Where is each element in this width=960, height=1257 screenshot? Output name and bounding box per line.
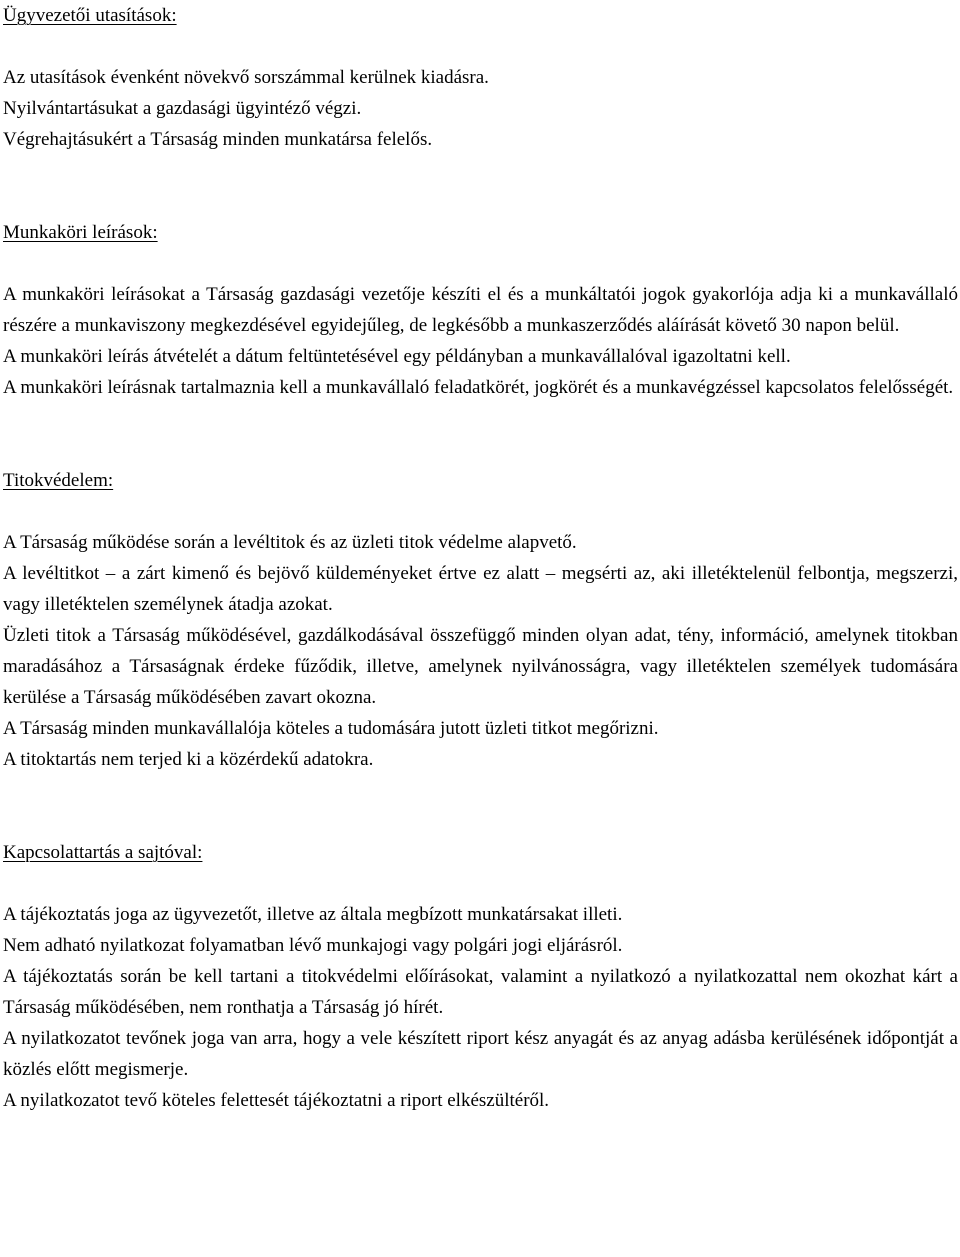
section-spacer xyxy=(3,775,958,837)
section-heading: Kapcsolattartás a sajtóval: xyxy=(3,842,203,863)
paragraph: A titoktartás nem terjed ki a közérdekű adatokra. xyxy=(3,749,374,770)
section-spacer xyxy=(3,403,958,465)
paragraph: A Társaság működése során a levéltitok és az üzleti titok védelme alapvető. xyxy=(3,532,577,553)
document-page xyxy=(3,0,958,1116)
paragraph: A nyilatkozatot tevő köteles felettesét tájékoztatni a riport elkészültéről. xyxy=(3,1090,550,1111)
paragraph: Az utasítások évenként növekvő sorszámmal kerülnek kiadásra. xyxy=(3,67,489,88)
paragraph: Nyilvántartásukat a gazdasági ügyintéző végzi. xyxy=(3,98,362,119)
paragraph: A tájékoztatás joga az ügyvezetőt, illetve az általa megbízott munkatársakat illeti. xyxy=(3,904,623,925)
paragraph: A Társaság minden munkavállalója köteles a tudomására jutott üzleti titkot megőrizni. xyxy=(3,718,659,739)
section-heading: Titokvédelem: xyxy=(3,470,114,491)
paragraph: A levéltitkot – a zárt kimenő és bejövő küldeményeket értve ez alatt – megsérti az, aki illetéktelenül felbontja, megszerzi, vagy illetéktelen személynek átadja azokat. xyxy=(3,563,958,615)
paragraph: A munkaköri leírásnak tartalmaznia kell a munkavállaló feladatkörét, jogkörét és a munkavégzéssel kapcsolatos felelősségét. xyxy=(3,377,954,398)
section-ugyvezetoi-utasitasok xyxy=(3,0,958,155)
paragraph: Üzleti titok a Társaság működésével, gazdálkodásával összefüggő minden olyan adat, tény, információ, amelynek titokban maradásához a Társaságnak érdeke fűződik, illetve, amelynek nyilvánosságra, vagy illetéktelen személyek tudomására kerülése a Társaság működésében zavart okozna. xyxy=(3,625,958,708)
section-titokvedelem xyxy=(3,465,958,775)
paragraph: A tájékoztatás során be kell tartani a titokvédelmi előírásokat, valamint a nyilatkozó a nyilatkozattal nem okozhat kárt a Társaság működésében, nem ronthatja a Társaság jó hírét. xyxy=(3,966,958,1018)
paragraph: Nem adható nyilatkozat folyamatban lévő munkajogi vagy polgári jogi eljárásról. xyxy=(3,935,623,956)
paragraph: A munkaköri leírásokat a Társaság gazdasági vezetője készíti el és a munkáltatói jogok gyakorlója adja ki a munkavállaló részére a munkaviszony megkezdésével egyidejűleg, de legkésőbb a munkaszerződés aláírását követő 30 napon belül. xyxy=(3,284,958,336)
paragraph: A nyilatkozatot tevőnek joga van arra, hogy a vele készített riport kész anyagát és az anyag adásba kerülésének időpontját a közlés előtt megismerje. xyxy=(3,1028,958,1080)
section-heading: Ügyvezetői utasítások: xyxy=(3,5,177,26)
section-munkakori-leirasok xyxy=(3,217,958,403)
paragraph: Végrehajtásukért a Társaság minden munkatársa felelős. xyxy=(3,129,433,150)
paragraph: A munkaköri leírás átvételét a dátum feltüntetésével egy példányban a munkavállalóval igazoltatni kell. xyxy=(3,346,791,367)
section-heading: Munkaköri leírások: xyxy=(3,222,158,243)
section-kapcsolattartas-a-sajtoval xyxy=(3,837,958,1116)
section-spacer xyxy=(3,155,958,217)
